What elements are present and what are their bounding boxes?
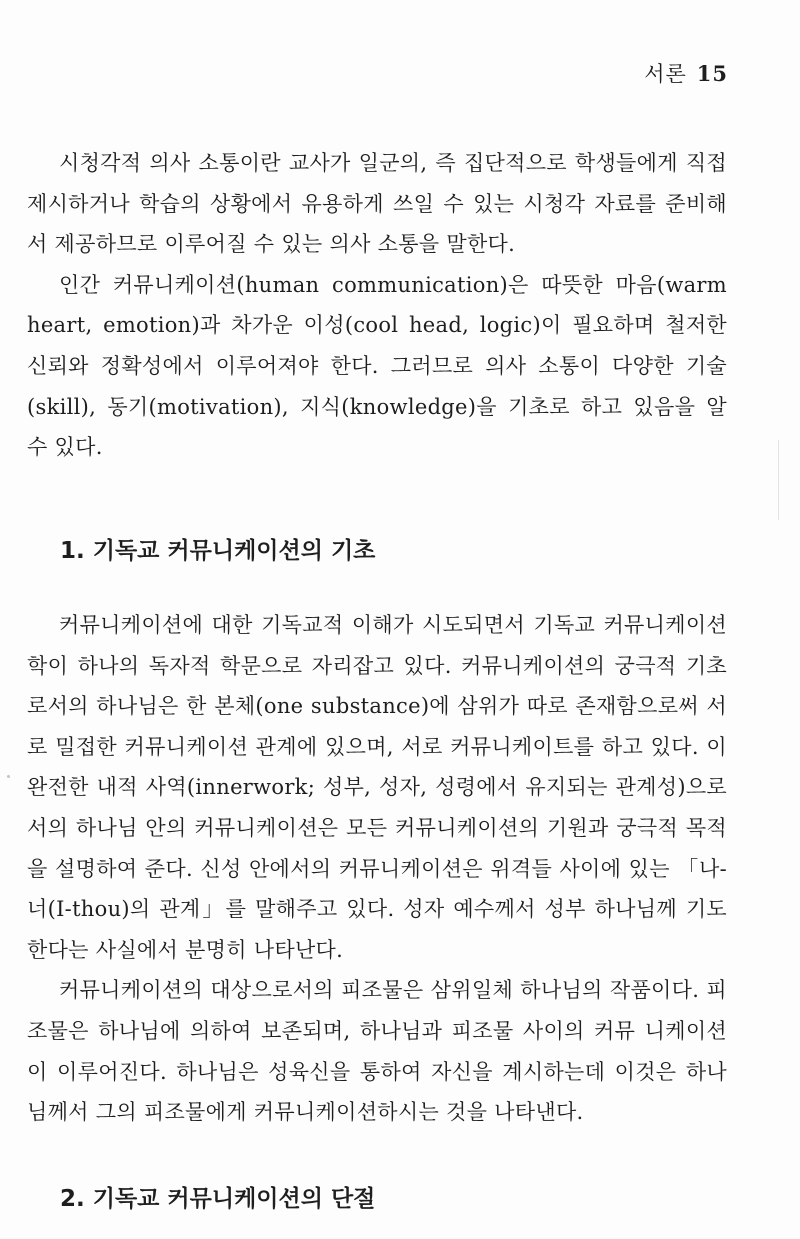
paragraph: 커뮤니케이션의 대상으로서의 피조물은 삼위일체 하나님의 작품이다. 피조물은 하나님에 의하여 보존되며, 하나님과 피조물 사이의 커뮤 니케이션이 이루어진다. 하나님은 성육신을 통하여 자신을 계시하는데 이것은 하나님께서 그의 피조물에게 커뮤니케이션하시는 것을 나타낸다. xyxy=(27,978,727,1125)
intro-block xyxy=(27,143,727,468)
scan-edge-line xyxy=(778,440,779,520)
section-heading: 1. 기독교 커뮤니케이션의 기초 xyxy=(60,538,376,564)
page-number: 15 xyxy=(696,61,728,86)
running-header xyxy=(644,58,728,88)
paragraph: 인간 커뮤니케이션(human communication)은 따뜻한 마음(warm heart, emotion)과 차가운 이성(cool head, logic)이 필요하며 철저한 신뢰와 정확성에서 이루어져야 한다. 그러므로 의사 소통이 다양한 기술(skill), 동기(motivation), 지식(knowledge)을 기초로 하고 있음을 알 수 있다. xyxy=(27,272,727,460)
section-body xyxy=(27,605,727,1133)
scan-dust-mark xyxy=(7,775,10,778)
section-label: 서론 xyxy=(644,62,687,86)
paragraph: 커뮤니케이션에 대한 기독교적 이해가 시도되면서 기독교 커뮤니케이션학이 하나의 독자적 학문으로 자리잡고 있다. 커뮤니케이션의 궁극적 기초로서의 하나님은 한 본체(one substance)에 삼위가 따로 존재함으로써 서로 밀접한 커뮤니케이션 관계에 있으며, 서로 커뮤니케이트를 하고 있다. 이 완전한 내적 사역(innerwork; 성부, 성자, 성령에서 유지되는 관계성)으로서의 하나님 안의 커뮤니케이션은 모든 커뮤니케이션의 기원과 궁극적 목적을 설명하여 준다. 신성 안에서의 커뮤니케이션은 위격들 사이에 있는 「나-너(I-thou)의 관계」를 말해주고 있다. 성자 예수께서 성부 하나님께 기도한다는 사실에서 분명히 나타난다. xyxy=(27,613,727,962)
section-heading: 2. 기독교 커뮤니케이션의 단절 xyxy=(60,1186,376,1212)
paragraph: 시청각적 의사 소통이란 교사가 일군의, 즉 집단적으로 학생들에게 직접 제시하거나 학습의 상황에서 유용하게 쓰일 수 있는 시청각 자료를 준비해서 제공하므로 이루어질 수 있는 의사 소통을 말한다. xyxy=(27,151,727,257)
